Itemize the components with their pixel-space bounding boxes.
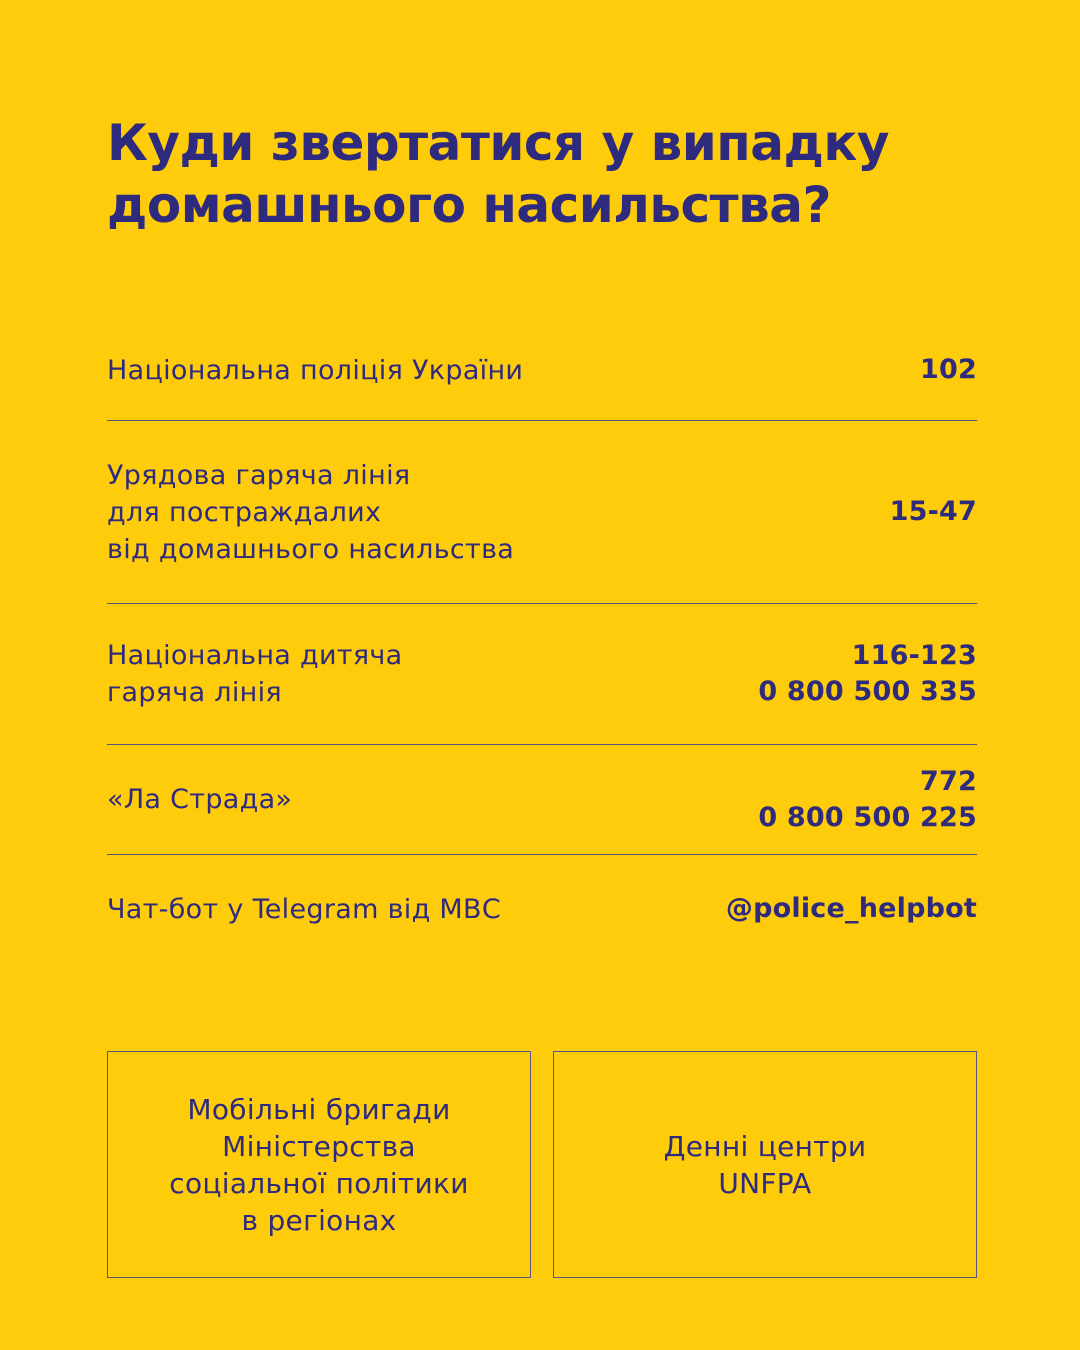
contact-number	[758, 764, 977, 836]
phone-number: 0 800 500 225	[758, 801, 977, 833]
contact-label	[107, 891, 501, 928]
contact-number	[758, 638, 977, 710]
contact-label-line: для постраждалих	[107, 496, 382, 528]
telegram-handle	[726, 891, 977, 927]
box-text	[169, 1091, 468, 1239]
box-text-line: Міністерства	[222, 1129, 416, 1163]
contacts-list	[107, 320, 977, 963]
contact-label-line: «Ла Страда»	[107, 784, 293, 815]
contact-label-line: Урядова гаряча лінія	[107, 459, 411, 491]
contact-label-line: Національна поліція України	[107, 354, 524, 386]
info-boxes	[107, 1051, 977, 1278]
mobile-brigades-box	[107, 1051, 531, 1278]
contact-label	[107, 637, 402, 711]
contact-row-government-hotline	[107, 421, 977, 604]
contact-label	[107, 352, 523, 389]
contact-number	[920, 352, 977, 388]
box-text-line: соціальної політики	[169, 1166, 469, 1200]
phone-number: 15-47	[889, 496, 977, 527]
contact-label-line: Національна дитяча	[107, 640, 403, 671]
phone-number: 772	[920, 765, 977, 797]
contact-number	[890, 494, 977, 530]
day-centers-box	[553, 1051, 977, 1278]
contact-label	[107, 781, 292, 818]
box-text	[664, 1128, 867, 1202]
contact-label-line: гаряча лінія	[107, 677, 282, 708]
page-title	[107, 112, 987, 236]
contact-label-line: Чат-бот у Telegram від МВС	[107, 893, 501, 925]
phone-number: 116-123	[851, 640, 977, 671]
contact-row-telegram-bot	[107, 855, 977, 963]
box-text-line: Денні центри	[663, 1129, 867, 1163]
contact-label	[107, 457, 514, 568]
phone-number: 0 800 500 335	[758, 676, 977, 707]
phone-number: 102	[920, 354, 977, 385]
page-title-line-1: Куди звертатися у випадку	[107, 114, 889, 172]
contact-label-line: від домашнього насильства	[107, 533, 515, 565]
box-text-line: UNFPA	[718, 1166, 812, 1200]
contact-row-la-strada	[107, 745, 977, 855]
contact-row-national-police	[107, 320, 977, 421]
contact-row-child-hotline	[107, 604, 977, 745]
box-text-line: в регіонах	[241, 1203, 397, 1237]
box-text-line: Мобільні бригади	[187, 1092, 451, 1126]
telegram-bot-handle: @police_helpbot	[725, 893, 977, 924]
page-title-line-2: домашнього насильства?	[107, 176, 832, 234]
